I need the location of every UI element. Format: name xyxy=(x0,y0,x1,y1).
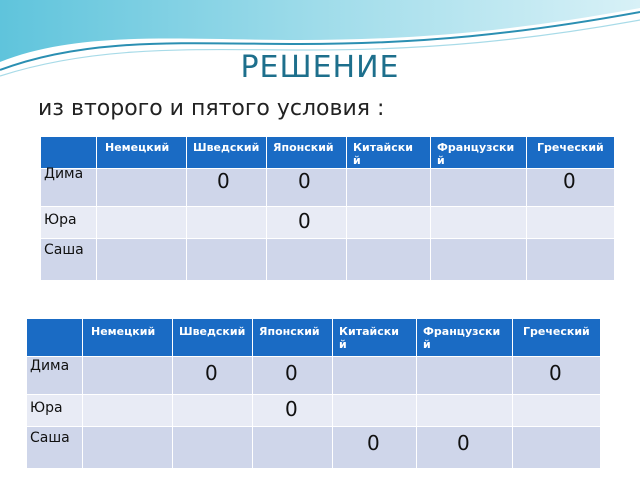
value-cell: 0 xyxy=(187,169,267,207)
value-cell: 0 xyxy=(253,357,333,395)
value-cell xyxy=(527,207,615,239)
header-cell-german: Немецкий xyxy=(83,319,173,357)
value-cell xyxy=(83,427,173,469)
value-cell xyxy=(417,395,513,427)
value-cell xyxy=(431,207,527,239)
value-cell xyxy=(417,357,513,395)
value-cell xyxy=(267,239,347,281)
header-cell-japanese: Японский xyxy=(253,319,333,357)
header-cell-corner xyxy=(41,137,97,169)
value-cell xyxy=(83,357,173,395)
table-row xyxy=(41,207,615,239)
value-cell xyxy=(253,427,333,469)
value-cell: 0 xyxy=(333,427,417,469)
value-cell xyxy=(513,427,601,469)
value-cell xyxy=(97,239,187,281)
header-cell-swedish: Шведский xyxy=(173,319,253,357)
value-cell xyxy=(333,357,417,395)
value-cell xyxy=(173,395,253,427)
value-cell: 0 xyxy=(267,169,347,207)
value-cell xyxy=(83,395,173,427)
row-name-cell: Юра xyxy=(41,207,97,239)
value-cell xyxy=(173,427,253,469)
value-cell: 0 xyxy=(417,427,513,469)
table-row xyxy=(41,239,615,281)
row-name-cell: Юра xyxy=(27,395,83,427)
value-cell: 0 xyxy=(527,169,615,207)
row-name-cell: Дима xyxy=(27,357,83,395)
header-cell-french: Французский xyxy=(431,137,527,169)
row-name-cell: Саша xyxy=(27,427,83,469)
header-cell-swedish: Шведский xyxy=(187,137,267,169)
header-cell-french: Французский xyxy=(417,319,513,357)
value-cell xyxy=(187,239,267,281)
value-cell xyxy=(333,395,417,427)
value-cell xyxy=(513,395,601,427)
table-2-header-row xyxy=(27,319,601,357)
value-cell xyxy=(347,207,431,239)
value-cell xyxy=(431,169,527,207)
row-name-cell: Саша xyxy=(41,239,97,281)
header-cell-chinese: Китайский xyxy=(347,137,431,169)
value-cell xyxy=(97,207,187,239)
slide-subtitle: из второго и пятого условия : xyxy=(38,96,385,121)
value-cell: 0 xyxy=(253,395,333,427)
value-cell: 0 xyxy=(173,357,253,395)
header-cell-corner xyxy=(27,319,83,357)
header-cell-greek: Греческий xyxy=(527,137,615,169)
table-row xyxy=(27,357,601,395)
table-row xyxy=(41,169,615,207)
row-name-cell: Дима xyxy=(41,169,97,207)
header-cell-japanese: Японский xyxy=(267,137,347,169)
table-1 xyxy=(40,136,615,281)
value-cell xyxy=(527,239,615,281)
value-cell xyxy=(431,239,527,281)
value-cell xyxy=(97,169,187,207)
header-cell-chinese: Китайский xyxy=(333,319,417,357)
header-cell-greek: Греческий xyxy=(513,319,601,357)
value-cell: 0 xyxy=(513,357,601,395)
table-2 xyxy=(26,318,601,469)
value-cell xyxy=(187,207,267,239)
slide-title: РЕШЕНИЕ xyxy=(240,50,400,85)
value-cell: 0 xyxy=(267,207,347,239)
table-row xyxy=(27,427,601,469)
header-cell-german: Немецкий xyxy=(97,137,187,169)
table-1-header-row xyxy=(41,137,615,169)
table-row xyxy=(27,395,601,427)
value-cell xyxy=(347,169,431,207)
value-cell xyxy=(347,239,431,281)
